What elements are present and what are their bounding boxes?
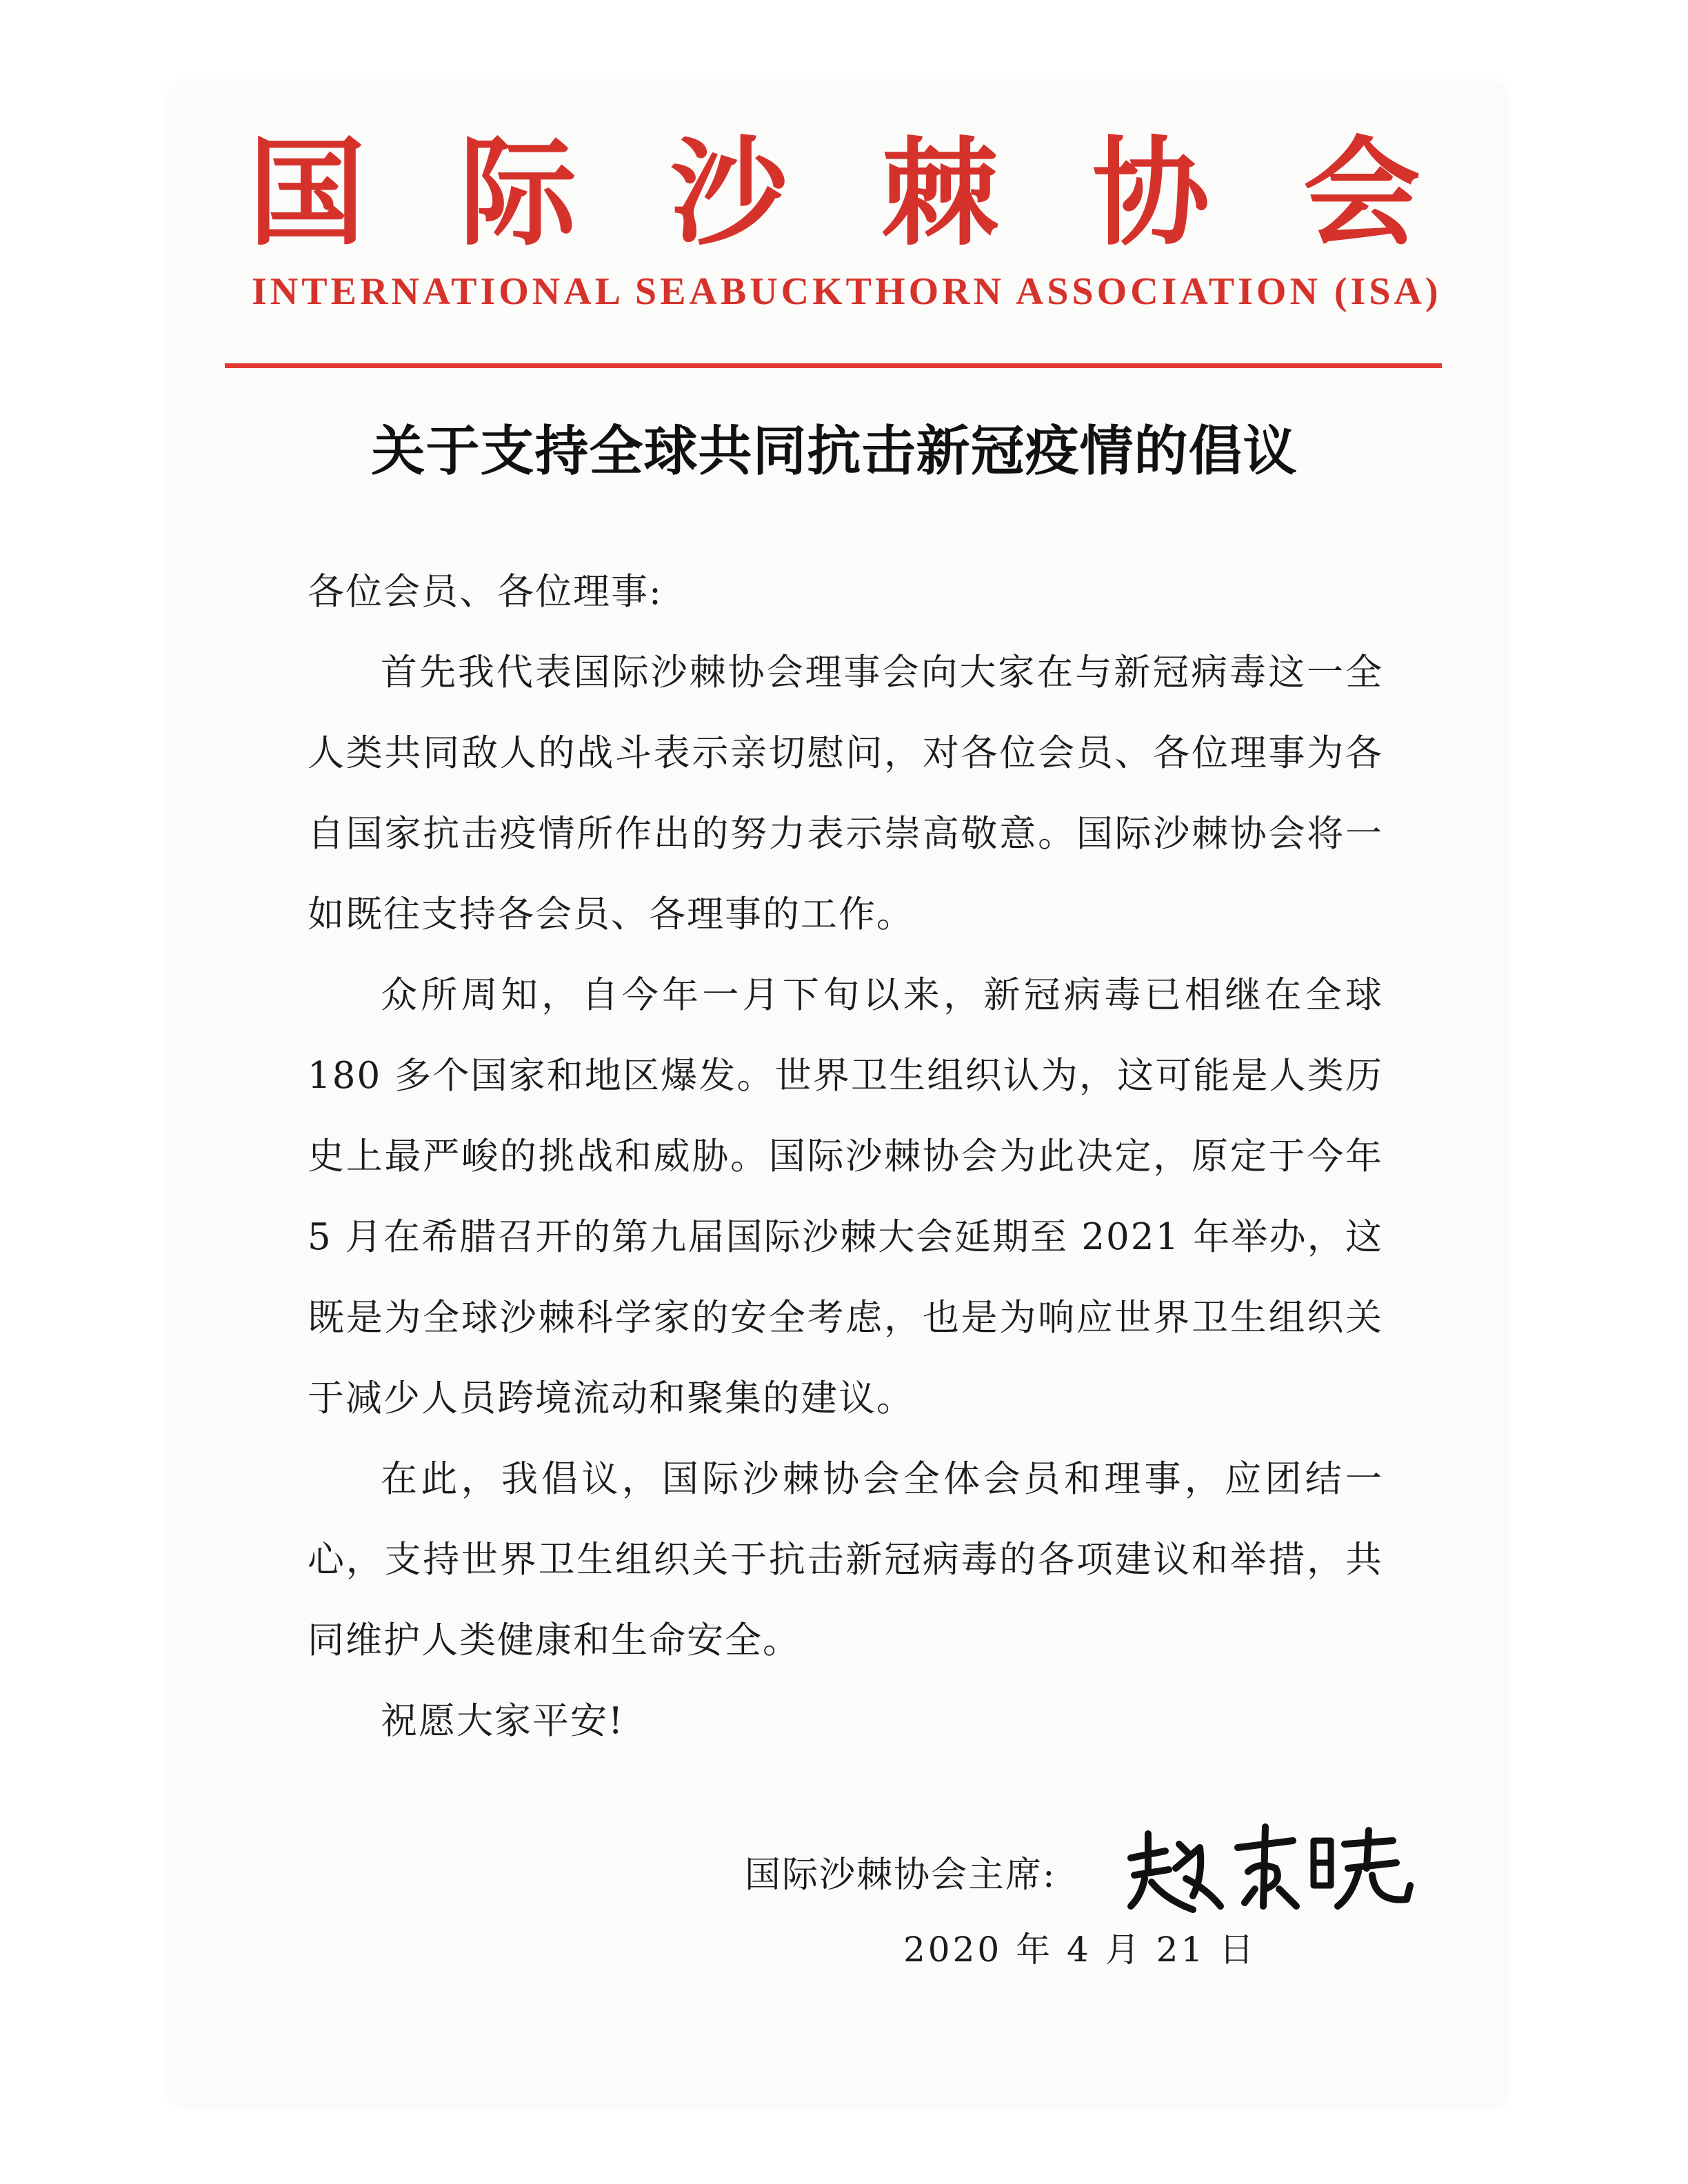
- letter-body: [308, 552, 1383, 1761]
- paragraph: 众所周知，自今年一月下旬以来，新冠病毒已相继在全球 180 多个国家和地区爆发。世界卫生组织认为，这可能是人类历史上最严峻的挑战和威胁。国际沙棘协会为此决定，原定于今年 5 月在希腊召开的第九届国际沙棘大会延期至 2021 年举办，这既是为全球沙棘科学家的安全考虑，也是为响应世界卫生组织关于减少人员跨境流动和聚集的建议。: [308, 974, 1383, 1419]
- letterhead-char: 沙: [670, 124, 787, 262]
- paragraph: 首先我代表国际沙棘协会理事会向大家在与新冠病毒这一全人类共同敌人的战斗表示亲切慰问，对各位会员、各位理事为各自国家抗击疫情所作出的努力表示崇高敬意。国际沙棘协会将一如既往支持各会员、各理事的工作。: [308, 651, 1383, 936]
- letterhead-char: 际: [459, 124, 576, 262]
- document-title: 关于支持全球共同抗击新冠疫情的倡议: [371, 421, 1298, 483]
- paragraph: 在此，我倡议，国际沙棘协会全体会员和理事，应团结一心，支持世界卫生组织关于抗击新冠病毒的各项建议和举措，共同维护人类健康和生命安全。: [308, 1458, 1383, 1661]
- letterhead-char: 会: [1303, 124, 1420, 262]
- closing-wish: 祝愿大家平安!: [381, 1700, 625, 1742]
- letterhead-org-name-cn: [248, 124, 1420, 262]
- letterhead-char: 棘: [881, 124, 998, 262]
- handwritten-signature: [1117, 1820, 1414, 1917]
- salutation: 各位会员、各位理事:: [308, 571, 663, 613]
- letterhead-char: 协: [1092, 124, 1209, 262]
- letterhead-divider: [225, 363, 1442, 368]
- signatory-label: 国际沙棘协会主席:: [745, 1854, 1056, 1896]
- letter-date: 2020 年 4 月 21 日: [903, 1930, 1257, 1970]
- letterhead-org-name-en: INTERNATIONAL SEABUCKTHORN ASSOCIATION (ISA): [252, 270, 1442, 313]
- letterhead-char: 国: [248, 124, 366, 262]
